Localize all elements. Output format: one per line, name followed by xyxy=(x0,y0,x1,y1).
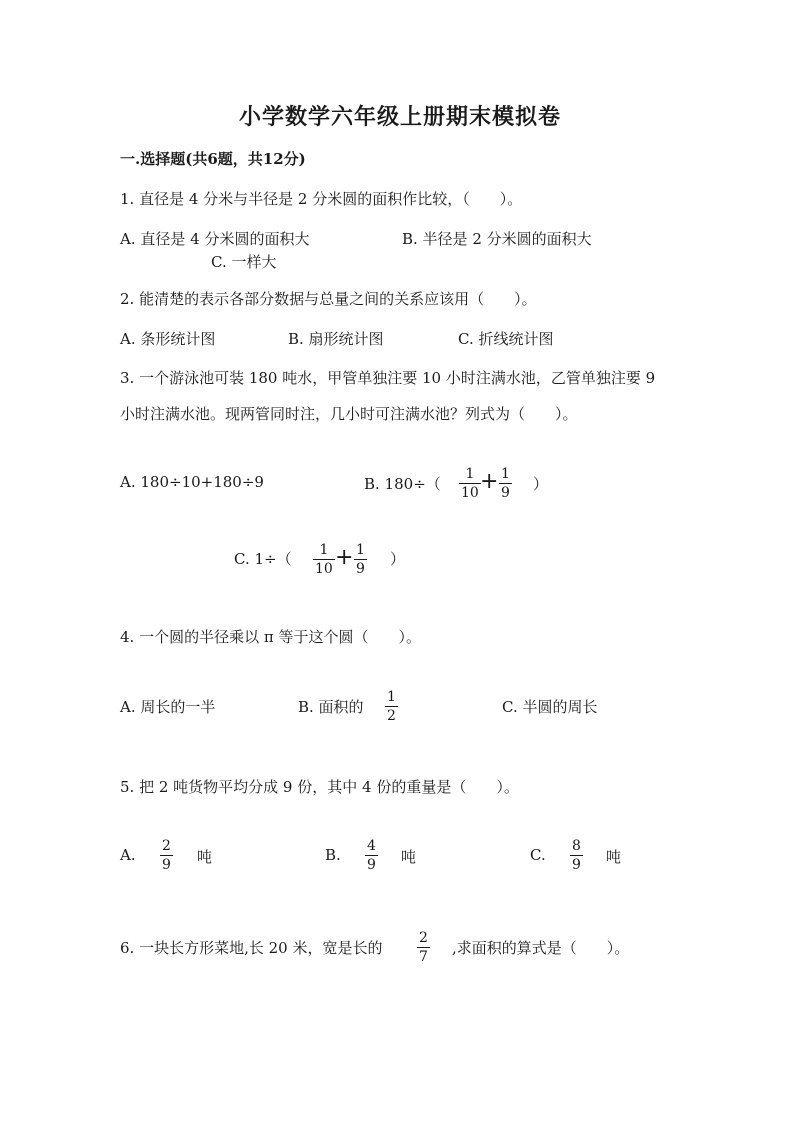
fraction-denominator: 9 xyxy=(501,485,510,501)
question-2-stem: 2. 能清楚的表示各部分数据与总量之间的关系应该用（ ）。 xyxy=(120,290,537,308)
fraction-numerator: 1 xyxy=(465,466,475,482)
question-5-option-b-fraction xyxy=(365,839,378,872)
question-4-option-c: C. 半圆的周长 xyxy=(502,698,598,716)
fraction-denominator: 9 xyxy=(162,857,171,873)
question-4-stem: 4. 一个圆的半径乘以 π 等于这个圆（ ）。 xyxy=(120,628,421,646)
question-3-option-b-close-paren: ） xyxy=(533,475,549,493)
plus-sign: + xyxy=(335,545,354,570)
question-2-option-a: A. 条形统计图 xyxy=(120,330,216,348)
question-5-option-b-label: B. xyxy=(325,846,341,864)
question-5-stem: 5. 把 2 吨货物平均分成 9 份，其中 4 份的重量是（ ）。 xyxy=(120,778,519,796)
question-3-option-b-prefix: B. 180÷（ xyxy=(364,475,441,493)
question-1-option-a: A. 直径是 4 分米圆的面积大 xyxy=(120,230,310,248)
question-6-stem-suffix: ,求面积的算式是（ ）。 xyxy=(452,939,630,957)
question-3-stem-line-1: 3. 一个游泳池可装 180 吨水，甲管单独注要 10 小时注满水池，乙管单独注要 9 xyxy=(120,369,656,387)
question-3-option-c-prefix: C. 1÷（ xyxy=(234,550,292,568)
fraction-numerator: 2 xyxy=(162,838,171,854)
section-heading: 一.选择题(共6题，共12分) xyxy=(120,150,306,168)
question-3-stem-line-2: 小时注满水池。现两管同时注，几小时可注满水池？列式为（ ）。 xyxy=(120,405,578,423)
fraction-denominator: 9 xyxy=(356,561,365,577)
fraction-numerator: 4 xyxy=(367,838,376,854)
fraction-numerator: 1 xyxy=(319,542,329,558)
fraction-numerator: 8 xyxy=(572,838,581,854)
question-3-option-c-fraction-1 xyxy=(313,543,335,576)
question-1-stem: 1. 直径是 4 分米与半径是 2 分米圆的面积作比较，（ ）。 xyxy=(120,190,523,208)
question-5-option-a-label: A. xyxy=(120,846,136,864)
question-5-option-c-fraction xyxy=(570,839,583,872)
question-3-option-b-fraction-1 xyxy=(459,467,481,500)
question-2-option-b: B. 扇形统计图 xyxy=(288,330,384,348)
fraction-denominator: 2 xyxy=(387,708,396,724)
fraction-numerator: 2 xyxy=(419,930,428,946)
question-5-option-b-unit: 吨 xyxy=(401,848,417,866)
fraction-numerator: 1 xyxy=(387,689,396,705)
question-4-option-b-fraction xyxy=(385,690,398,723)
question-5-option-c-label: C. xyxy=(530,846,546,864)
question-3-option-c-fraction-2 xyxy=(354,543,367,576)
plus-sign: + xyxy=(480,469,499,494)
question-6-stem-prefix: 6. 一块长方形菜地,长 20 米，宽是长的 xyxy=(120,939,383,957)
question-1-option-c: C. 一样大 xyxy=(211,253,277,271)
fraction-denominator: 10 xyxy=(315,561,333,577)
question-1-option-b: B. 半径是 2 分米圆的面积大 xyxy=(402,230,592,248)
page-title: 小学数学六年级上册期末模拟卷 xyxy=(238,104,561,130)
fraction-denominator: 9 xyxy=(367,857,376,873)
fraction-denominator: 10 xyxy=(461,485,479,501)
fraction-numerator: 1 xyxy=(356,542,365,558)
question-3-option-c-close-paren: ） xyxy=(390,550,406,568)
question-4-option-b: B. 面积的 xyxy=(298,698,364,716)
fraction-denominator: 7 xyxy=(419,949,428,965)
question-3-option-b-fraction-2 xyxy=(499,467,512,500)
question-6-fraction xyxy=(417,931,430,964)
question-4-option-a: A. 周长的一半 xyxy=(120,698,216,716)
question-2-option-c: C. 折线统计图 xyxy=(458,330,554,348)
question-3-option-a: A. 180÷10+180÷9 xyxy=(120,473,264,491)
fraction-denominator: 9 xyxy=(572,857,581,873)
question-5-option-a-unit: 吨 xyxy=(197,848,213,866)
fraction-numerator: 1 xyxy=(501,466,510,482)
question-5-option-c-unit: 吨 xyxy=(606,848,622,866)
question-5-option-a-fraction xyxy=(160,839,173,872)
